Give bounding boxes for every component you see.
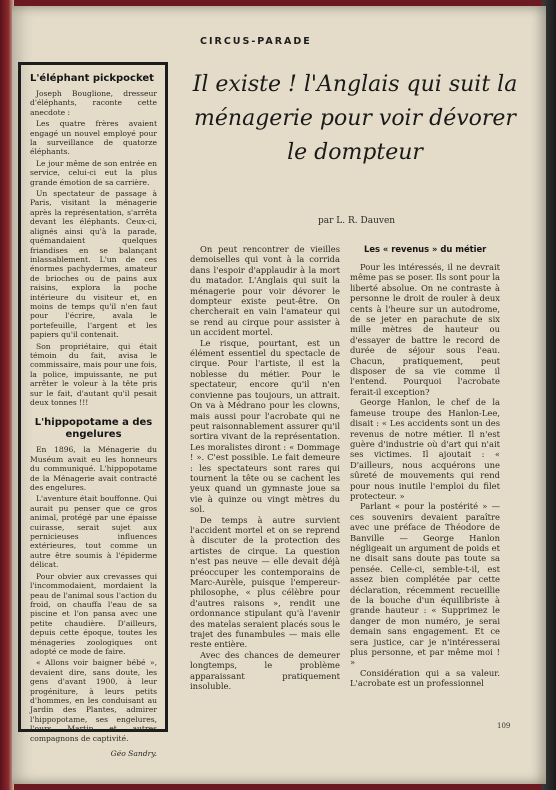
sidebar-title-hippo: L'hippopotame a des engelures [34, 417, 153, 441]
sidebar-paragraph: Un spectateur de passage à Paris, visitant la ménagerie après la représentation, s'arrêta devant les éléphants. Ceux-ci, alignés ainsi qu'à la parade, quémandaient quelques friandises en se balançant inlassablement. L'un de ces énormes pachydermes, amateur de brioches ou de pains aux raisins, explora la poche intérieure du visiteur et, en moins de temps qu'il n'en faut pour l'écrire, avala le portefeuille, l'argent et les papiers qu'il contenait. [30, 189, 157, 340]
sidebar-box [18, 62, 168, 758]
sidebar-paragraph: Joseph Bouglione, dresseur d'éléphants, raconte cette anecdote : [30, 89, 157, 117]
sidebar-paragraph: L'aventure était bouffonne. Qui aurait pu penser que ce gros animal, protégé par une épaisse cuirasse, serait sujet aux pernicieuses influences extérieures, tout comme un autre être soumis à l'épiderme délicat. [30, 494, 157, 570]
section-kicker: CIRCUS-PARADE [200, 36, 312, 47]
body-paragraph: De temps à autre survient l'accident mortel et on se reprend à discuter de la protection des artistes de cirque. La question n'est pas neuve — elle devait déjà préoccuper les contemporains de Marc-Aurèle, puisque l'empereur-philosophe, « plus célèbre pour d'autres raisons », rendit une ordonnance stipulant qu'à l'avenir des matelas seraient placés sous le trajet des funambules — mais elle reste entière. [190, 514, 340, 650]
body-paragraph: Considération qui a sa valeur. L'acrobate est un professionnel [350, 667, 500, 689]
sidebar-paragraph: Son propriétaire, qui était témoin du fait, avisa le commissaire, mais pour une fois, la police, impuissante, ne put arrêter le voleur à la tête pris sur le fait, d'autant qu'il pesait deux tonnes !!! [30, 341, 158, 407]
article-column-1 [190, 244, 340, 714]
sidebar-paragraph: « Allons voir baigner bébé », devaient dire, sans doute, les gens d'avant 1900, à leur progéniture, à leurs petits d'hommes, en les conduisant au Jardin des Plantes, admirer l'hippopotame, ses engelures, l'ours Martin et autres compagnons de captivité. [30, 658, 157, 743]
body-paragraph: George Hanlon, le chef de la fameuse troupe des Hanlon-Lee, disait : « Les accidents sont un des revenus de notre métier. Il n'est guère d'industrie où d'art qui n'ait ses victimes. Il ajoutait : « D'ailleurs, nous acquérons une sûreté de mouvements qui rend pour nous inutile l'emploi du filet protecteur. » [350, 397, 500, 501]
page-number: 109 [497, 722, 511, 730]
sidebar-title-elephant: L'éléphant pickpocket [30, 73, 154, 84]
article-headline: Il existe ! l'Anglais qui suit la ménagerie pour voir dévorer le dompteur [192, 72, 518, 165]
sidebar-paragraph: Pour obvier aux crevasses qui l'incommodaient, mordaient la peau de l'animal sous l'action du froid, on chauffa l'eau de sa piscine et l'on pansa avec une petite chaudière. D'ailleurs, depuis cette époque, toutes les ménageries zoologiques ont adopté ce mode de faire. [30, 571, 157, 656]
article-column-2 [350, 262, 500, 694]
sidebar-paragraph: En 1896, la Ménagerie du Muséum avait eu les honneurs du communiqué. L'hippopotame de la Ménagerie avait contracté des engelures. [30, 445, 157, 493]
body-paragraph: Parlant « pour la postérité » — ces souvenirs devaient paraître avec une préface de Théodore de Banville — George Hanlon négligeait un argument de poids et ne disait sans doute pas toute sa pensée. Celle-ci, semble-t-il, est assez bien complétée par cette déclaration, récemment recueillie de la bouche d'un équilibriste à grande hauteur : « Supprimez le danger de mon numéro, je serai demain sans engagement. Et ce sera justice, car je n'intéresserai plus personne, et par même moi ! » [350, 501, 500, 668]
body-paragraph: Le risque, pourtant, est un élément essentiel du spectacle de cirque. Pour l'artiste, il est la noblesse du métier. Pour le spectateur, encore qu'il n'en convienne pas toujours, un attrait. On va à Médrano pour les clowns, mais aussi pour l'acrobate qui ne peut raisonnablement assurer qu'il sortira vivant de la représentation. Les moralistes diront : « Dommage ! ». C'est possible. Le fait demeure : les spectateurs sont rares qui tournent la tête ou se cachent les yeux quand un gymnaste joue sa vie à quinze ou vingt mètres du sol. [190, 337, 340, 515]
body-paragraph: Pour les intéressés, il ne devrait même pas se poser. Ils sont pour la liberté absolue. On ne contraste à personne le droit de rouler à deux cents à l'heure sur un autodrome, de se jeter en parachute de six mille mètres de hauteur ou d'essayer de battre le record de durée de séjour sous l'eau. Chacun, pratiquement, peut disposer de sa vie comme il l'entend. Pourquoi l'acrobate ferait-il exception? [350, 262, 500, 397]
column-subhead: Les « revenus » du métier [364, 244, 487, 254]
sidebar-signature: Géo Sandry. [110, 749, 157, 758]
sidebar-paragraph: Les quatre frères avaient engagé un nouvel employé pour la surveillance de quatorze éléphants. [30, 119, 157, 157]
article-byline: par L. R. Dauven [318, 216, 396, 226]
body-paragraph: On peut rencontrer de vieilles demoiselles qui vont à la corrida dans l'espoir d'applaudir à la mort du matador. L'Anglais qui suit la ménagerie pour voir dévorer le dompteur existe peut-être. On chercherait en vain l'amateur qui se rend au cirque pour assister à un accident mortel. [190, 244, 340, 338]
body-paragraph: Avec des chances de demeurer longtemps, le problème apparaissant pratiquement insoluble. [190, 649, 340, 692]
sidebar-paragraph: Le jour même de son entrée en service, celui-ci eut la plus grande émotion de sa carrière. [30, 158, 157, 187]
